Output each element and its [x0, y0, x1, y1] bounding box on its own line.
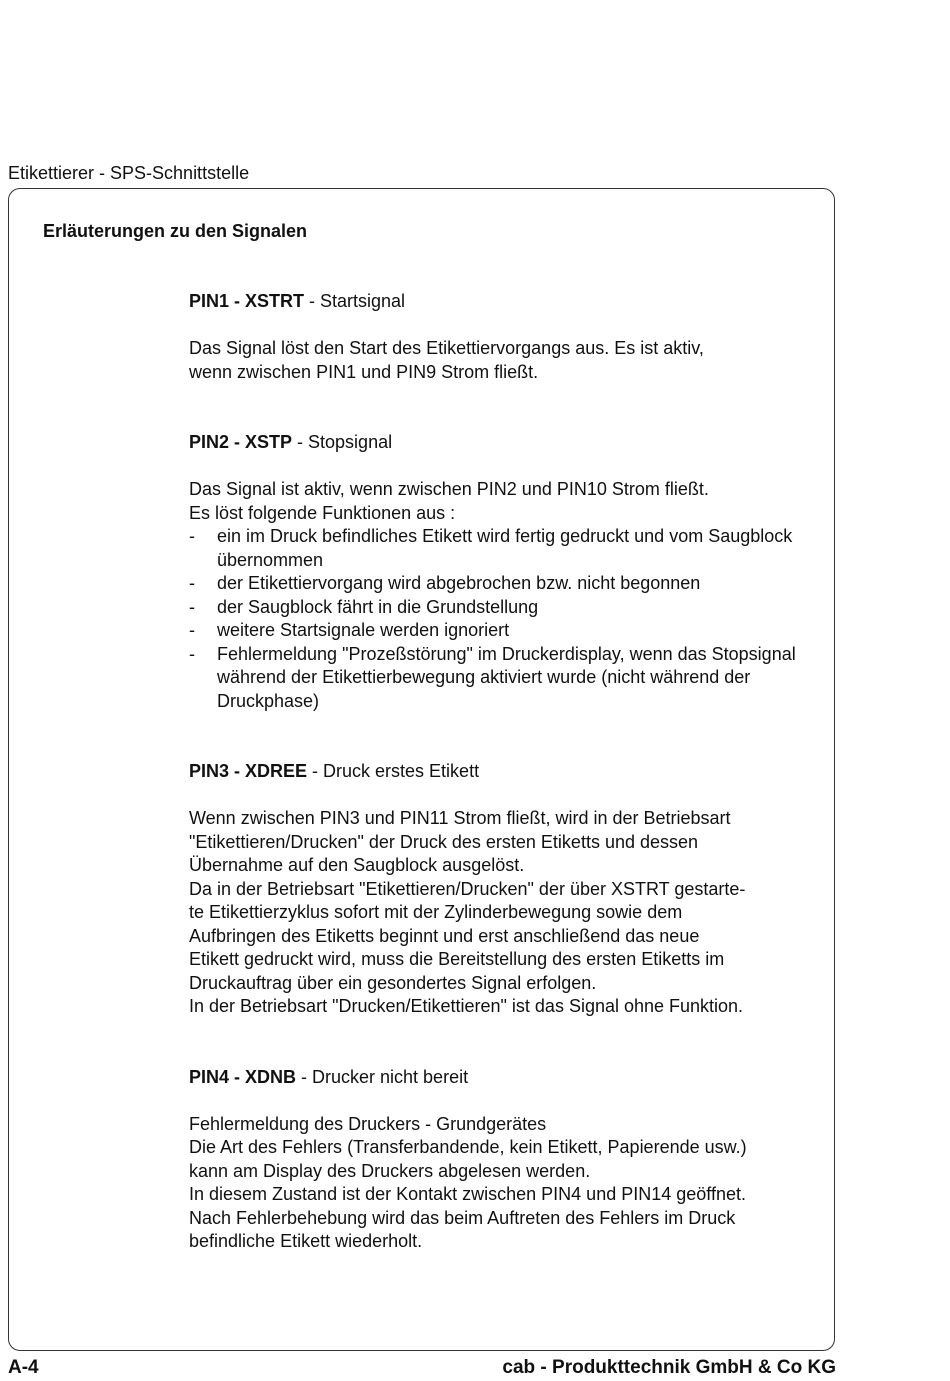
- pin-code: PIN4 - XDNB: [189, 1066, 297, 1087]
- text-line: Fehlermeldung des Druckers - Grundgerätes: [189, 1113, 547, 1134]
- pin-heading: [189, 1066, 819, 1090]
- pin-heading: [189, 760, 819, 784]
- text-line: Das Signal ist aktiv, wenn zwischen PIN2 und PIN10 Strom fließt.: [189, 479, 709, 499]
- pin-separator: -: [296, 1066, 313, 1087]
- pin-separator: -: [292, 432, 309, 452]
- pin-name: Startsignal: [320, 291, 406, 311]
- running-header: Etikettierer - SPS-Schnittstelle: [8, 163, 250, 183]
- list-item: [189, 572, 819, 596]
- pin-description: [189, 1113, 819, 1254]
- text-line: wenn zwischen PIN1 und PIN9 Strom fließt.: [189, 361, 539, 382]
- text-line: Die Art des Fehlers (Transferbandende, kein Etikett, Papierende usw.): [189, 1137, 747, 1157]
- pin-name: Druck erstes Etikett: [323, 761, 480, 781]
- pin-description: [189, 807, 819, 1019]
- signal-descriptions: [189, 290, 819, 1254]
- text-line: In der Betriebsart "Drucken/Etikettieren" ist das Signal ohne Funktion.: [189, 996, 744, 1016]
- text-line: Wenn zwischen PIN3 und PIN11 Strom fließt, wird in der Betriebsart: [189, 808, 731, 828]
- pin-separator: -: [304, 291, 321, 311]
- pin-name: Drucker nicht bereit: [312, 1066, 469, 1087]
- function-list: [189, 525, 819, 713]
- list-dash: -: [189, 620, 195, 640]
- pin-code: PIN1 - XSTRT: [189, 291, 305, 311]
- list-dash: -: [189, 643, 195, 664]
- text-line: In diesem Zustand ist der Kontakt zwischen PIN4 und PIN14 geöffnet.: [189, 1184, 746, 1204]
- list-item-text: Fehlermeldung "Prozeßstörung" im Druckerdisplay, wenn das Stopsignal während der Etikettierbewegung aktiviert wurde (nicht während der Druckphase): [217, 643, 796, 711]
- list-item-text: der Etikettiervorgang wird abgebrochen bzw. nicht begonnen: [217, 573, 701, 593]
- text-line: Aufbringen des Etiketts beginnt und erst anschließend das neue: [189, 925, 700, 946]
- pin-description: [189, 337, 819, 384]
- pin-block-pin4: [189, 1066, 819, 1254]
- text-line: befindliche Etikett wiederholt.: [189, 1231, 423, 1251]
- pin-separator: -: [307, 761, 324, 781]
- list-item: [189, 643, 819, 714]
- list-item-text: weitere Startsignale werden ignoriert: [217, 620, 510, 640]
- text-line: kann am Display des Druckers abgelesen werden.: [189, 1160, 591, 1181]
- pin-block-pin1: [189, 290, 819, 384]
- text-line: Da in der Betriebsart "Etikettieren/Drucken" der über XSTRT gestarte-: [189, 878, 746, 899]
- pin-heading: [189, 290, 819, 314]
- text-line: Übernahme auf den Saugblock ausgelöst.: [189, 855, 525, 875]
- pin-code: PIN3 - XDREE: [189, 761, 308, 781]
- pin-description: [189, 478, 819, 525]
- text-line: te Etikettierzyklus sofort mit der Zylinderbewegung sowie dem: [189, 902, 683, 922]
- text-line: "Etikettieren/Drucken" der Druck des ersten Etiketts und dessen: [189, 831, 699, 852]
- pin-code: PIN2 - XSTP: [189, 432, 293, 452]
- list-dash: -: [189, 596, 195, 617]
- pin-heading: [189, 431, 819, 455]
- company-name: cab - Produkttechnik GmbH & Co KG: [502, 1357, 836, 1378]
- list-item: [189, 525, 819, 572]
- pin-name: Stopsignal: [308, 432, 393, 452]
- page-number: A-4: [8, 1357, 39, 1378]
- text-line: Nach Fehlerbehebung wird das beim Auftreten des Fehlers im Druck: [189, 1207, 736, 1228]
- section-title: Erläuterungen zu den Signalen: [43, 221, 308, 241]
- pin-block-pin2: [189, 431, 819, 713]
- list-dash: -: [189, 526, 195, 546]
- list-dash: -: [189, 573, 195, 593]
- pin-block-pin3: [189, 760, 819, 1019]
- text-line: Das Signal löst den Start des Etikettiervorgangs aus. Es ist aktiv,: [189, 338, 704, 358]
- list-item-text: ein im Druck befindliches Etikett wird fertig gedruckt und vom Saugblock übernommen: [217, 526, 793, 570]
- list-item: [189, 596, 819, 620]
- text-line: Etikett gedruckt wird, muss die Bereitstellung des ersten Etiketts im: [189, 949, 725, 969]
- list-item: [189, 619, 819, 643]
- text-line: Es löst folgende Funktionen aus :: [189, 502, 456, 523]
- list-item-text: der Saugblock fährt in die Grundstellung: [217, 596, 539, 617]
- text-line: Druckauftrag über ein gesondertes Signal erfolgen.: [189, 972, 597, 993]
